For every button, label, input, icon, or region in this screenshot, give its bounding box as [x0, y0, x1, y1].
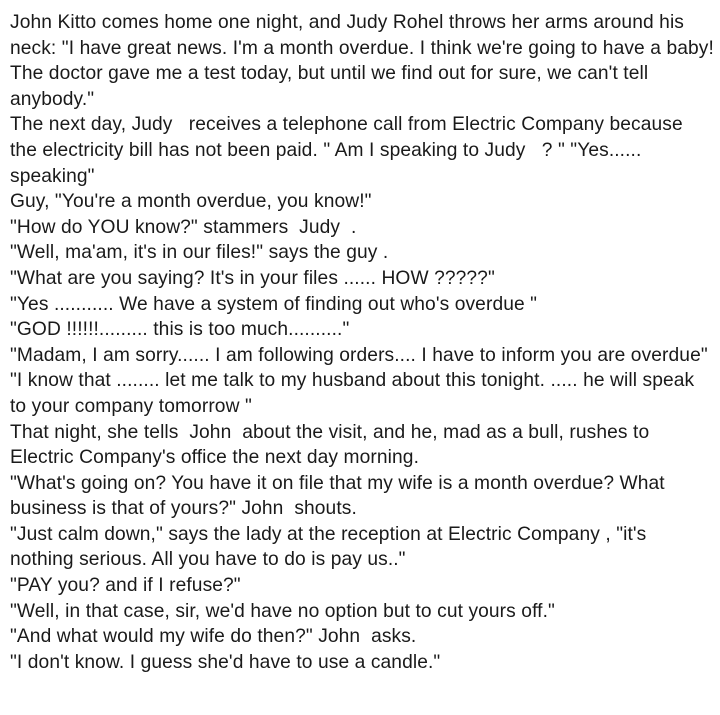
paragraph: "Yes ........... We have a system of finding out who's overdue ": [10, 293, 538, 315]
paragraph: Guy, "You're a month overdue, you know!": [10, 191, 372, 213]
paragraph: "PAY you? and if I refuse?": [10, 575, 241, 597]
paragraph: "What's going on? You have it on file that my wife is a month overdue? What business is that of yours?" John shouts.: [10, 472, 671, 520]
paragraph: "I know that ........ let me talk to my husband about this tonight. ..... he will speak to your company tomorrow ": [10, 370, 700, 417]
paragraph: "I don't know. I guess she'd have to use a candle.": [10, 651, 441, 673]
paragraph: The next day, Judy receives a telephone call from Electric Company because the electricity bill has not been paid. " Am I speaking to Judy ? " "Yes...... speaking": [10, 114, 689, 187]
paragraph: "Madam, I am sorry...... I am following orders.... I have to inform you are overdue": [10, 344, 708, 366]
paragraph: "How do YOU know?" stammers Judy .: [10, 216, 357, 238]
paragraph: "GOD !!!!!!......... this is too much..........": [10, 319, 350, 341]
paragraph: "Well, ma'am, it's in our files!" says the guy .: [10, 242, 389, 264]
paragraph: "Well, in that case, sir, we'd have no option but to cut yours off.": [10, 600, 555, 622]
paragraph: "And what would my wife do then?" John asks.: [10, 626, 417, 648]
paragraph: John Kitto comes home one night, and Judy Rohel throws her arms around his neck: "I have great news. I'm a month overdue. I think we're going to have a baby! The doctor gave me a test today, but until we find out for sure, we can't tell anybody.": [10, 12, 719, 110]
paragraph: "Just calm down," says the lady at the reception at Electric Company , "it's nothing serious. All you have to do is pay us..": [10, 523, 652, 571]
paragraph: "What are you saying? It's in your files ...... HOW ?????": [10, 267, 495, 289]
paragraph: That night, she tells John about the visit, and he, mad as a bull, rushes to Electric Company's office the next day morning.: [10, 421, 655, 469]
